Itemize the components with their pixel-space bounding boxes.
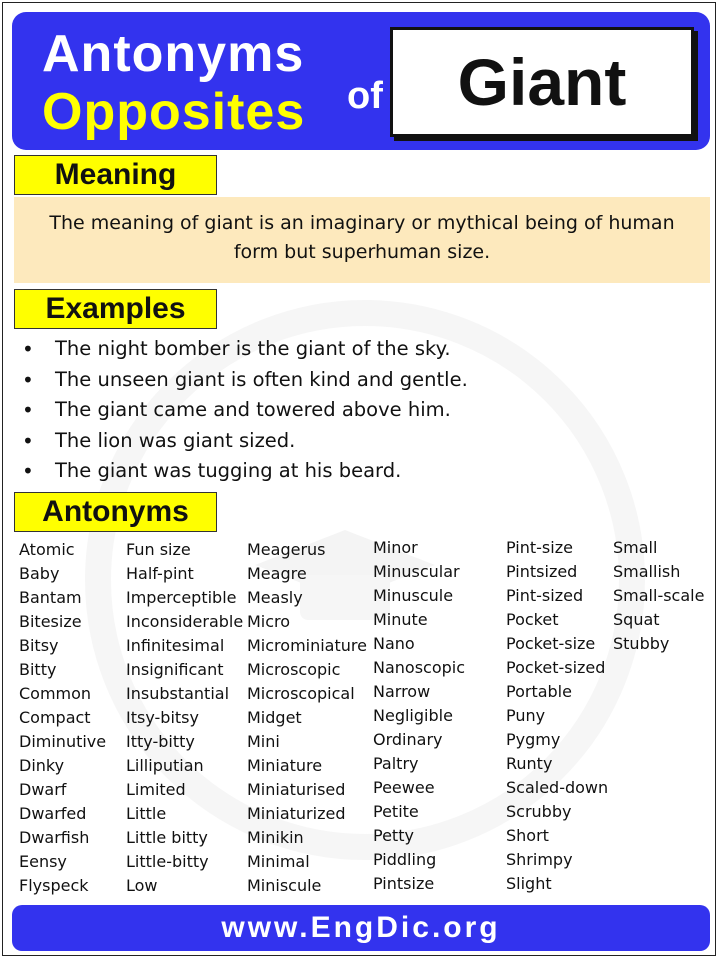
antonym-item: Small-scale (613, 586, 705, 605)
title-of: of (347, 75, 383, 117)
antonym-item: Miniscule (247, 876, 322, 895)
antonym-item: Minor (373, 538, 418, 557)
antonym-item: Ordinary (373, 730, 443, 749)
antonym-item: Nano (373, 634, 415, 653)
antonym-item: Nanoscopic (373, 658, 466, 677)
antonym-item: Meagre (247, 564, 307, 583)
antonym-item: Dwarf (19, 780, 67, 799)
antonym-item: Atomic (19, 540, 75, 559)
antonym-item: Little (126, 804, 167, 823)
antonym-item: Slight (506, 874, 552, 893)
antonym-item: Minuscule (373, 586, 454, 605)
antonym-item: Dinky (19, 756, 65, 775)
antonym-item: Puny (506, 706, 546, 725)
antonym-item: Bitsy (19, 636, 59, 655)
antonym-item: Imperceptible (126, 588, 237, 607)
antonym-item: Little bitty (126, 828, 208, 847)
antonym-item: Small (613, 538, 658, 557)
antonym-item: Bitty (19, 660, 57, 679)
antonym-item: Miniaturized (247, 804, 346, 823)
antonym-item: Common (19, 684, 92, 703)
antonym-item: Pint-size (506, 538, 573, 557)
antonym-item: Bantam (19, 588, 82, 607)
antonyms-column-3 (247, 538, 367, 898)
antonym-item: Negligible (373, 706, 453, 725)
antonym-item: Measly (247, 588, 303, 607)
antonym-item: Microscopical (247, 684, 355, 703)
antonym-item: Midget (247, 708, 302, 727)
headword-box (390, 27, 694, 137)
antonym-item: Minikin (247, 828, 304, 847)
antonym-item: Minimal (247, 852, 310, 871)
antonyms-column-6 (613, 536, 704, 656)
antonym-item: Inconsiderable (126, 612, 244, 631)
antonym-item: Pintsize (373, 874, 435, 893)
antonym-item: Lilliputian (126, 756, 204, 775)
footer-url[interactable]: www.EngDic.org (221, 911, 501, 944)
antonym-item: Smallish (613, 562, 681, 581)
example-item: • The lion was giant sized. (20, 426, 468, 457)
antonym-item: Infinitesimal (126, 636, 225, 655)
antonym-item: Scrubby (506, 802, 572, 821)
antonyms-column-4 (373, 536, 465, 896)
title-antonyms: Antonyms (42, 25, 305, 83)
antonym-item: Microminiature (247, 636, 367, 655)
antonym-item: Scaled-down (506, 778, 609, 797)
antonym-item: Dwarfed (19, 804, 87, 823)
antonym-item: Mini (247, 732, 280, 751)
antonym-item: Flyspeck (19, 876, 89, 895)
antonym-item: Minute (373, 610, 428, 629)
antonym-item: Shrimpy (506, 850, 573, 869)
antonym-item: Half-pint (126, 564, 194, 583)
examples-list (20, 334, 468, 487)
antonym-item: Little-bitty (126, 852, 209, 871)
antonyms-column-1 (19, 538, 106, 898)
antonym-item: Pocket (506, 610, 559, 629)
antonym-item: Portable (506, 682, 572, 701)
antonym-item: Minuscular (373, 562, 460, 581)
example-item: • The unseen giant is often kind and gentle. (20, 365, 468, 396)
antonym-item: Fun size (126, 540, 191, 559)
antonym-item: Micro (247, 612, 291, 631)
footer-banner (12, 905, 710, 951)
antonym-item: Insignificant (126, 660, 224, 679)
title-opposites: Opposites (42, 83, 306, 141)
antonym-item: Peewee (373, 778, 435, 797)
antonym-item: Miniature (247, 756, 323, 775)
title-banner (12, 12, 710, 150)
antonym-item: Runty (506, 754, 553, 773)
antonym-item: Itsy-bitsy (126, 708, 199, 727)
antonym-item: Insubstantial (126, 684, 230, 703)
antonyms-label: Antonyms (14, 492, 217, 532)
antonym-item: Pocket-size (506, 634, 596, 653)
example-item: • The giant was tugging at his beard. (20, 456, 468, 487)
antonyms-column-5 (506, 536, 608, 896)
antonym-item: Petty (373, 826, 414, 845)
antonym-item: Meagerus (247, 540, 326, 559)
antonym-item: Narrow (373, 682, 431, 701)
headword: Giant (457, 45, 627, 119)
antonym-item: Compact (19, 708, 91, 727)
meaning-text: The meaning of giant is an imaginary or mythical being of human form but superhuman size. (14, 197, 710, 283)
antonym-item: Limited (126, 780, 186, 799)
antonym-item: Low (126, 876, 158, 895)
meaning-label: Meaning (14, 155, 217, 195)
antonym-item: Pint-sized (506, 586, 584, 605)
antonym-item: Baby (19, 564, 60, 583)
antonym-item: Diminutive (19, 732, 107, 751)
antonym-item: Pintsized (506, 562, 578, 581)
antonym-item: Bitesize (19, 612, 82, 631)
antonym-item: Miniaturised (247, 780, 346, 799)
antonym-item: Itty-bitty (126, 732, 195, 751)
antonym-item: Petite (373, 802, 419, 821)
antonym-item: Short (506, 826, 549, 845)
example-item: • The giant came and towered above him. (20, 395, 468, 426)
antonym-item: Piddling (373, 850, 437, 869)
antonym-item: Stubby (613, 634, 670, 653)
antonym-item: Pygmy (506, 730, 561, 749)
examples-label: Examples (14, 289, 217, 329)
antonym-item: Microscopic (247, 660, 341, 679)
antonyms-column-2 (126, 538, 243, 898)
antonym-item: Eensy (19, 852, 67, 871)
antonym-item: Paltry (373, 754, 419, 773)
example-item: • The night bomber is the giant of the sky. (20, 334, 468, 365)
antonym-item: Dwarfish (19, 828, 90, 847)
antonym-item: Squat (613, 610, 660, 629)
antonym-item: Pocket-sized (506, 658, 606, 677)
